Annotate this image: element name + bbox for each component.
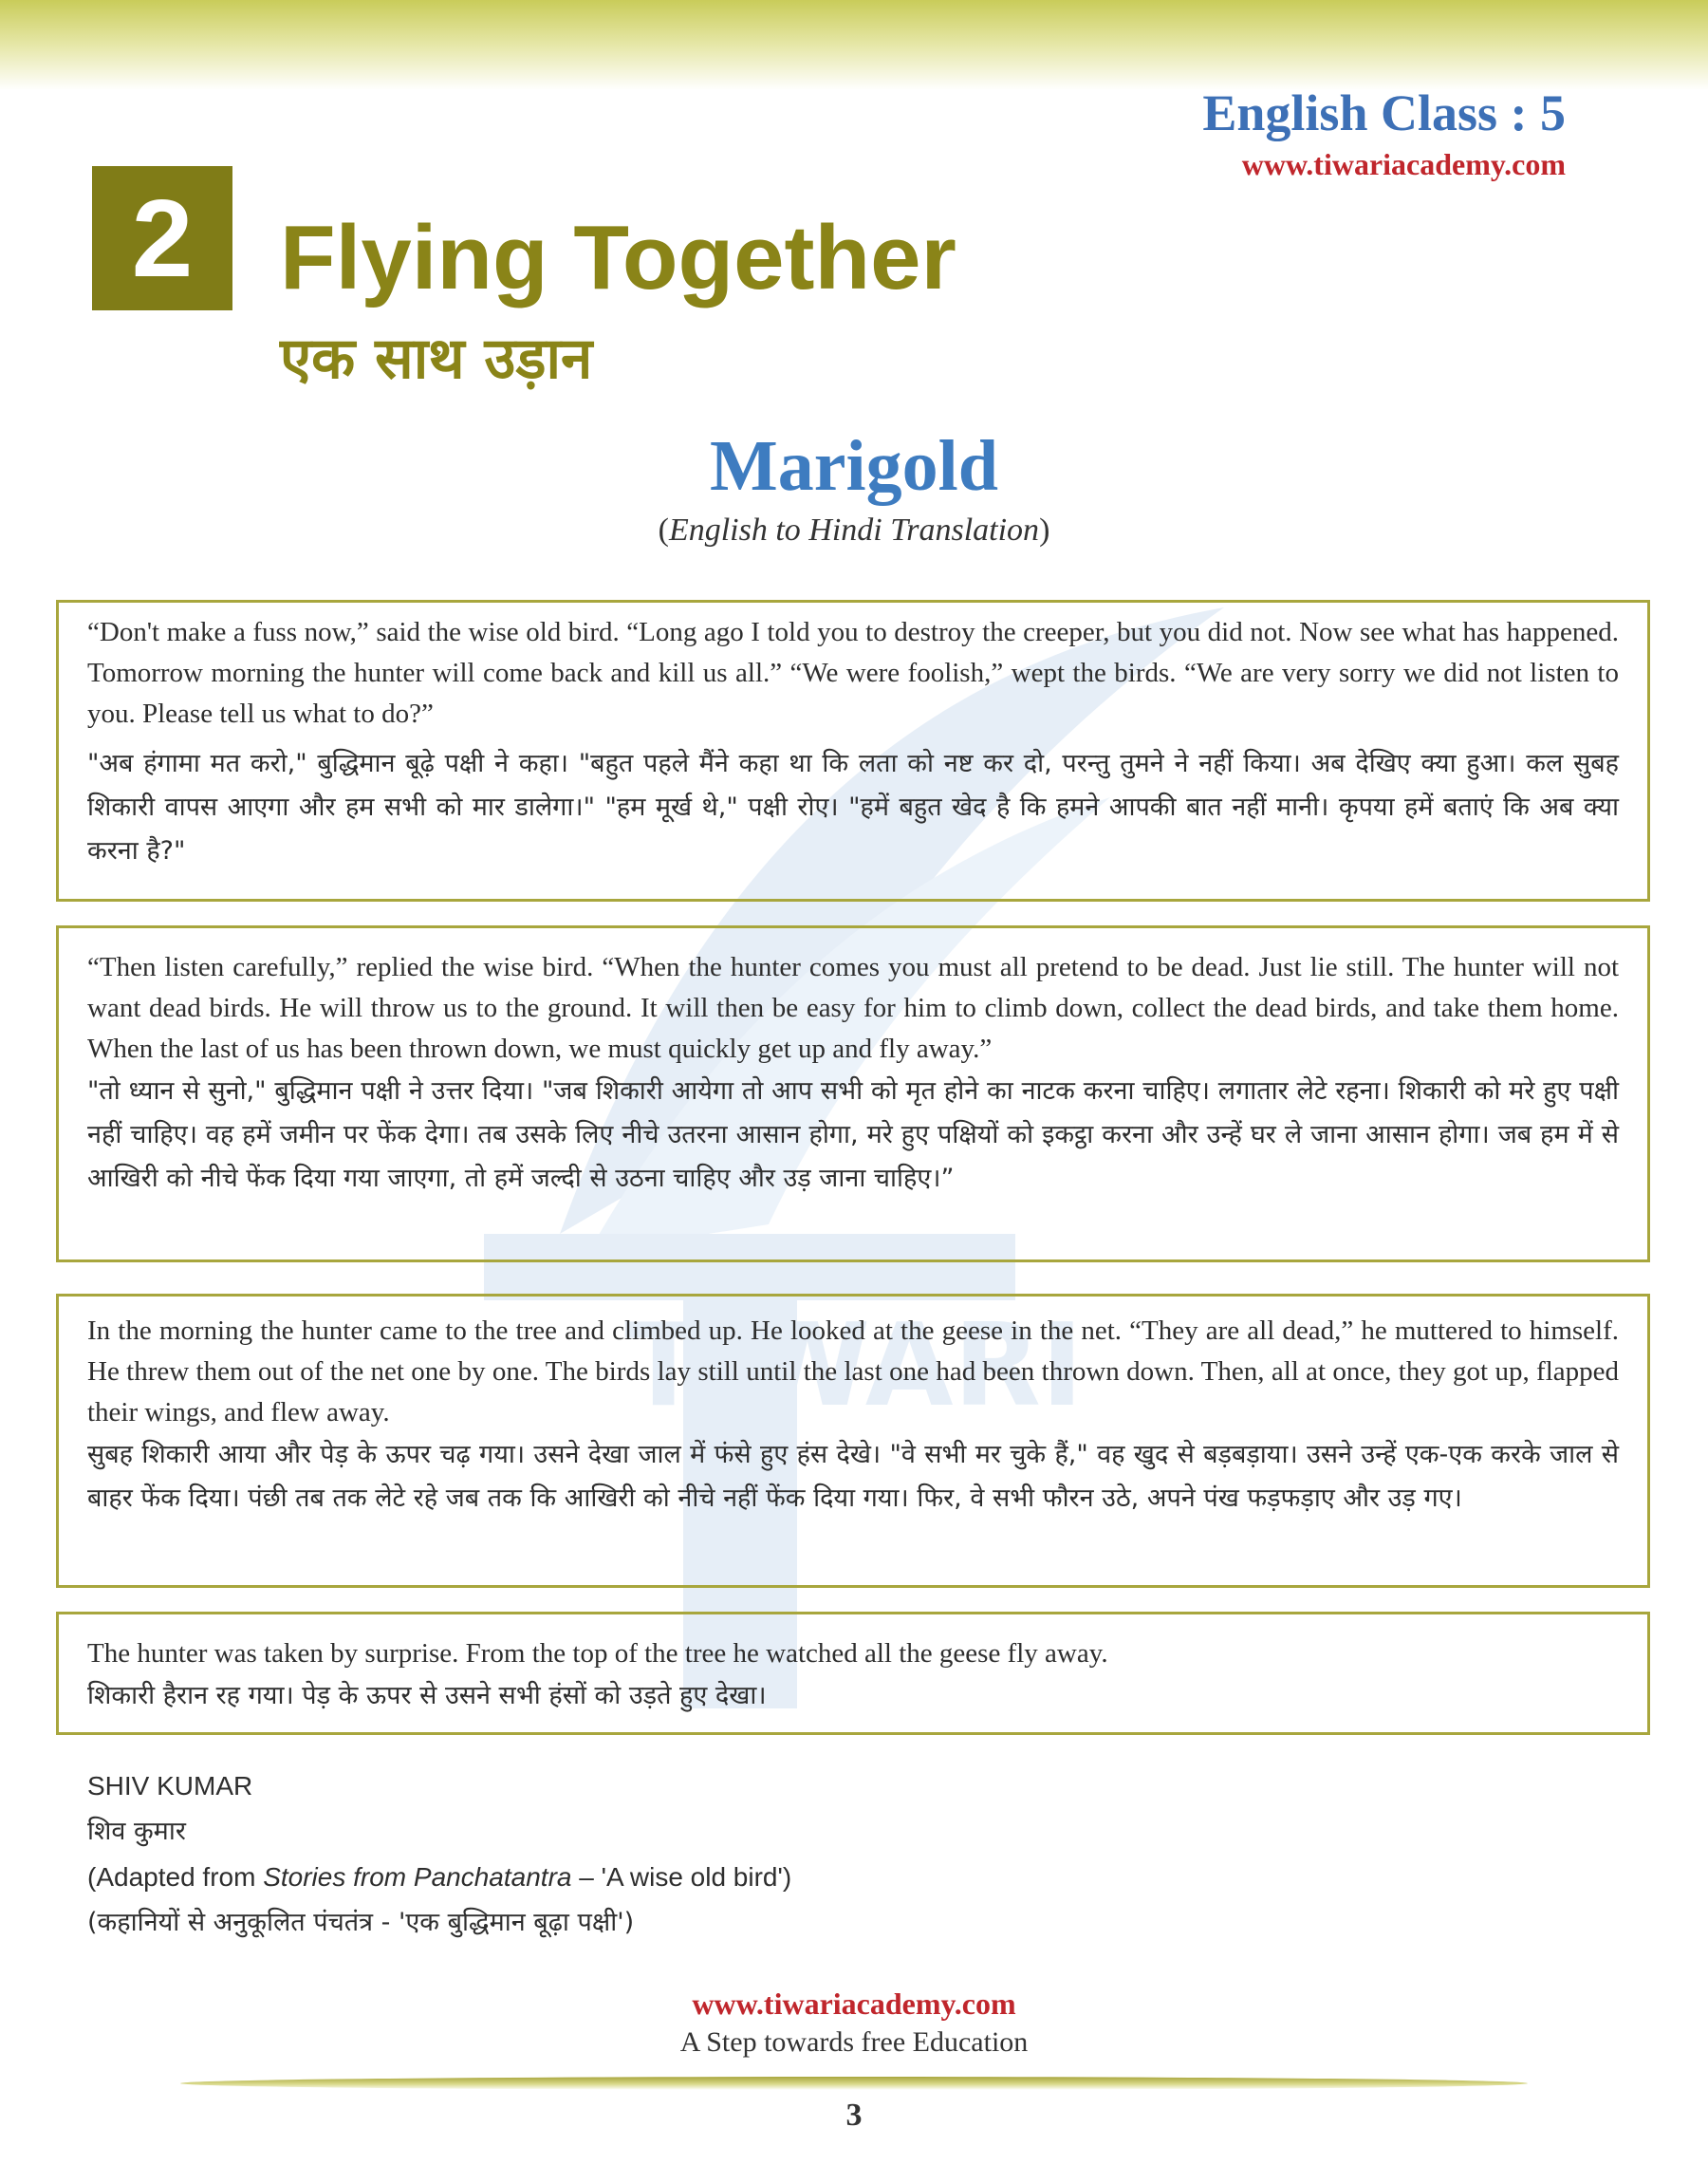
subtitle-open-paren: ( [658,513,669,548]
adapted-prefix: (Adapted from [87,1862,264,1892]
passage-2-hindi: "तो ध्यान से सुनो," बुद्धिमान पक्षी ने उत्तर दिया। "जब शिकारी आयेगा तो आप सभी को मृत होने का नाटक करना चाहिए। लगातार लेटे रहना। शिकारी को मरे हुए पक्षी नहीं चाहिए। वह हमें जमीन पर फेंक देगा। तब उसके लिए नीचे उतरना आसान होगा, मरे हुए पक्षियों को इकट्ठा करना और उन्हें घर ले जाना आसान होगा। जब हम में से आखिरी को नीचे फेंक दिया गया जाएगा, तो हमें जल्दी से उठना चाहिए और उड़ जाना चाहिए।” [87,1076,1619,1193]
author-name-hindi: शिव कुमार [87,1817,186,1846]
footer-divider [180,2077,1528,2090]
chapter-title-hindi: एक साथ उड़ान [280,326,593,392]
passage-box-1 [56,600,1650,902]
chapter-title: Flying Together [280,207,956,308]
top-gradient-band [0,0,1708,90]
passage-1-english: “Don't make a fuss now,” said the wise old bird. “Long ago I told you to destroy the creeper, but you did not. Now see what has happened. Tomorrow morning the hunter will come back and kill us all.” “We were foolish,” wept the birds. “We are very sorry we did not listen to you. Please tell us what to do?” [87,617,1619,729]
passage-2-english: “Then listen carefully,” replied the wise bird. “When the hunter comes you must all pretend to be dead. Just lie still. The hunter will not want dead birds. He will throw us to the ground. It will then be easy for him to climb down, collect the dead birds, and take them home. When the last of us has been thrown down, we must quickly get up and fly away.” [87,952,1619,1064]
class-title: English Class : 5 [1202,84,1566,141]
footer-tagline: A Step towards free Education [679,2026,1029,2058]
adapted-from [87,1855,791,1900]
site-url-top[interactable]: www.tiwariacademy.com [1241,147,1566,181]
chapter-number-badge: 2 [92,166,232,310]
adapted-suffix: – 'A wise old bird') [571,1862,792,1892]
passage-box-3 [56,1294,1650,1588]
author-name: SHIV KUMAR [87,1771,253,1801]
passage-4-hindi: शिकारी हैरान रह गया। पेड़ के ऊपर से उसने सभी हंसों को उड़ते हुए देखा। [87,1681,767,1710]
adapted-source: Stories from Panchatantra [263,1862,572,1892]
translation-subtitle [0,513,1708,549]
passage-4-english: The hunter was taken by surprise. From the top of the tree he watched all the geese fly away. [87,1638,1108,1669]
book-title: Marigold [710,426,998,506]
svg-text:TIWARI: TIWARI [624,1300,1084,1432]
passage-box-2 [56,925,1650,1262]
subtitle-text: English to Hindi Translation [668,513,1040,548]
page-number: 3 [845,2098,863,2133]
adapted-from-hindi: (कहानियों से अनुकूलित पंचतंत्र - 'एक बुद्धिमान बूढ़ा पक्षी') [87,1908,635,1937]
passage-3-english: In the morning the hunter came to the tree and climbed up. He looked at the geese in the net. “They are all dead,” he muttered to himself. He threw them out of the net one by one. The birds lay still until the last one had been thrown down. Then, all at once, they got up, flapped their wings, and flew away. [87,1315,1619,1427]
subtitle-close-paren: ) [1039,513,1050,548]
credits-block [87,1763,791,1946]
footer-site-url[interactable]: www.tiwariacademy.com [692,1987,1016,2021]
passage-box-4 [56,1612,1650,1735]
passage-1-hindi: "अब हंगामा मत करो," बुद्धिमान बूढ़े पक्षी ने कहा। "बहुत पहले मैंने कहा था कि लता को नष्ट कर दो, परन्तु तुमने ने नहीं किया। अब देखिए क्या हुआ। कल सुबह शिकारी वापस आएगा और हम सभी को मार डालेगा।" "हम मूर्ख थे," पक्षी रोए। "हमें बहुत खेद है कि हमने आपकी बात नहीं मानी। कृपया हमें बताएं कि अब क्या करना है?" [87,749,1619,866]
passage-3-hindi: सुबह शिकारी आया और पेड़ के ऊपर चढ़ गया। उसने देखा जाल में फंसे हुए हंस देखे। "वे सभी मर चुके हैं," वह खुद से बड़बड़ाया। उसने उन्हें एक-एक करके जाल से बाहर फेंक दिया। पंछी तब तक लेटे रहे जब तक कि आखिरी को नीचे नहीं फेंक दिया गया। फिर, वे सभी फौरन उठे, अपने पंख फड़फड़ाए और उड़ गए। [87,1440,1619,1513]
